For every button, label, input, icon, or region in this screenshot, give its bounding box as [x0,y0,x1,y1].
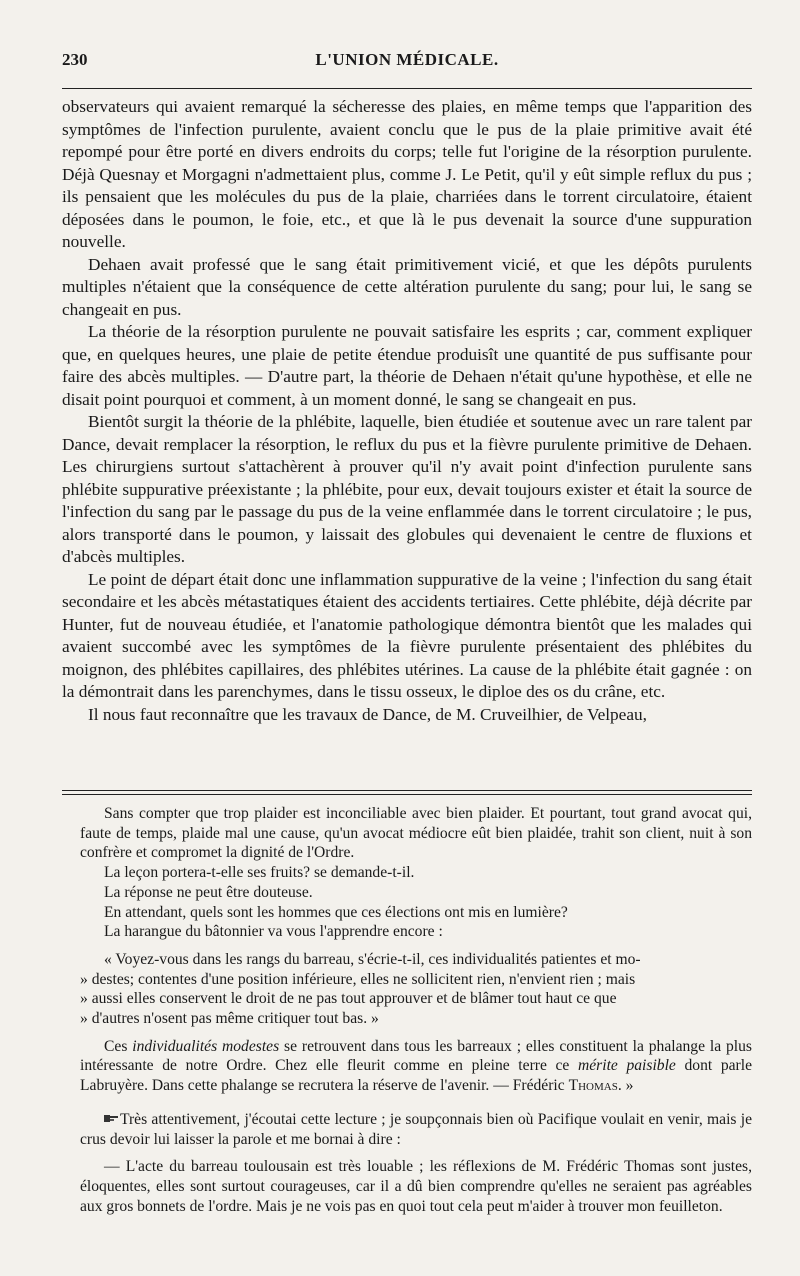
feuilleton-paragraph [80,1037,752,1096]
text-run: . » [617,1077,634,1095]
feuilleton-separator [62,790,752,795]
text-run: Ces [104,1037,133,1055]
feuilleton-section [80,804,752,1216]
paragraph: La théorie de la résorption purulente ne pouvait satisfaire les esprits ; car, comment expliquer que, en quelques heures, une plaie de petite étendue produisît une quantité de pus suffisante pour faire des abcès multiples. — D'autre part, la théorie de Dehaen n'était qu'une hypothèse, et elle ne disait point pourquoi et comment, à un moment donné, le sang se changeait en pus. [62,322,752,409]
feuilleton-paragraph: En attendant, quels sont les hommes que ces élections ont mis en lumière? [104,903,568,921]
italic-phrase: individualités modestes [132,1037,280,1055]
feuilleton-paragraph: Sans compter que trop plaider est inconciliable avec bien plaider. Et pourtant, tout grand avocat qui, faute de temps, plaide mal une cause, qu'un avocat médiocre eût bien plaidée, trahit son client, nuit à son confrère et compromet la dignité de l'Ordre. [80,805,752,862]
page-header [62,50,752,78]
feuilleton-paragraph: La leçon portera-t-elle ses fruits? se demande-t-il. [104,864,415,882]
feuilleton-paragraph [80,1110,752,1149]
paragraph: observateurs qui avaient remarqué la sécheresse des plaies, en même temps que l'apparition des symptômes de l'infection purulente, avaient conclu que le pus de la plaie primitive avait été repompé pour être porté en divers endroits du corps; telle fut l'origine de la résorption purulente. Déjà Quesnay et Morgagni n'admettaient plus, comme J. Le Petit, qu'il y eût simple reflux du pus ; ils pensaient que les molécules du pus de la plaie, charriées dans le torrent circulatoire, étaient déposées dans le poumon, le foie, etc., et que là le pus devenait la source d'une suppuration nouvelle. [62,97,752,251]
author-name: Thomas [568,1077,618,1095]
header-rule [62,88,752,89]
quote-line: » aussi elles conservent le droit de ne pas tout approuver et de blâmer tout haut ce que [80,990,617,1008]
pointing-hand-icon [104,1113,118,1124]
spacer [80,1029,752,1037]
spacer [80,942,752,950]
paragraph: Dehaen avait professé que le sang était primitivement vicié, et que les dépôts purulents multiples n'étaient que la conséquence de cette altération purulente du sang; pour lui, le sang se changeait en pus. [62,254,752,319]
feuilleton-paragraph: La réponse ne peut être douteuse. [104,883,313,901]
page-number: 230 [62,50,88,69]
quote-line: » d'autres n'osent pas même critiquer tout bas. » [80,1010,379,1028]
paragraph: Le point de départ était donc une inflammation suppurative de la veine ; l'infection du sang était secondaire et les abcès métastatiques étaient des accidents tertiaires. Cette phlébite, déjà décrite par Hunter, fut de nouveau étudiée, et l'anatomie pathologique démontra bientôt que les malades qui avaient succombé avec les symptômes de la fièvre purulente présentaient des phlébites du moignon, des phlébites capillaires, des phlébites utérines. La cause de la phlébite était gagnée : on la démontrait dans les parenchymes, dans le tissu osseux, le diploe des os du crâne, etc. [62,569,752,701]
spacer [80,1149,752,1157]
running-title: L'UNION MÉDICALE. [315,50,499,69]
spacer [80,1096,752,1110]
feuilleton-paragraph: La harangue du bâtonnier va vous l'apprendre encore : [104,923,443,941]
quote-line: » destes; contentes d'une position inférieure, elles ne sollicitent rien, n'envient rien ; mais [80,970,636,988]
paragraph: Il nous faut reconnaître que les travaux de Dance, de M. Cruveilhier, de Velpeau, [88,704,647,724]
italic-phrase: mérite paisible [577,1057,676,1075]
quote-line: « Voyez-vous dans les rangs du barreau, s'écrie-t-il, ces individualités patientes et mo- [104,950,641,968]
text-run: se retrouvent dans tous les barreaux ; elles constituent la phalange la plus intéressante de notre Ordre. Chez elle fleurit comme en pleine terre ce [80,1037,752,1075]
text-run: dont parle Labruyère. Dans cette phalange se recrutera la réserve de l'avenir. — Frédéric [80,1057,752,1095]
paragraph: Bientôt surgit la théorie de la phlébite, laquelle, bien étudiée et soutenue avec un rare talent par Dance, devait remplacer la résorption, le reflux du pus et la fièvre purulente primitive de Dehaen. Les chirurgiens surtout s'attachèrent à prouver qu'il n'y avait point d'infection purulente sans phlébite suppurative préexistante ; la phlébite, pour eux, devait toujours exister et était la source de l'infection du sang par le passage du pus de la veine enflammée dans le torrent circulatoire ; le pus, alors transporté dans le poumon, y laissait des globules qui devenaient le centre de fluxions et d'abcès multiples. [62,412,752,566]
main-article [62,96,752,726]
text-run: Très attentivement, j'écoutai cette lecture ; je soupçonnais bien où Pacifique voulait en venir, mais je crus devoir lui laisser la parole et me bornai à dire : [80,1110,752,1148]
feuilleton-paragraph: — L'acte du barreau toulousain est très louable ; les réflexions de M. Frédéric Thomas sont justes, éloquentes, elles sont surtout courageuses, car il a dû bien comprendre qu'elles ne seraient pas agréables aux gros bonnets de l'ordre. Mais je ne vois pas en quoi tout cela peut m'aider à trouver mon feuilleton. [80,1158,752,1215]
